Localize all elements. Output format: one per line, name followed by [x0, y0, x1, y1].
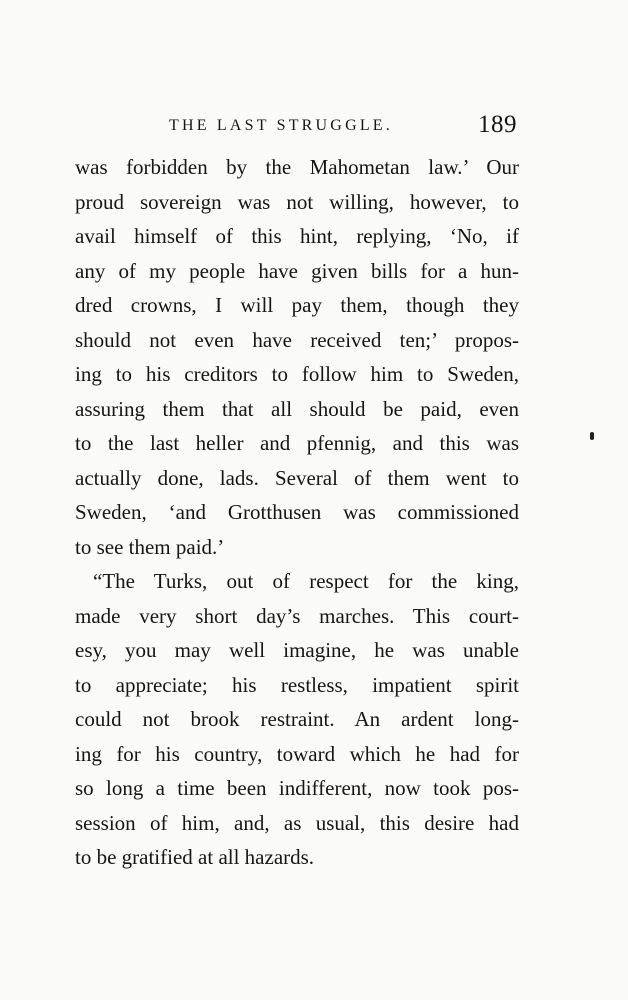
text-line: avail himself of this hint, replying, ‘No, if — [75, 224, 519, 248]
text-line: Sweden, ‘and Grotthusen was commissioned — [75, 500, 519, 524]
text-line: could not brook restraint. An ardent long- — [75, 707, 519, 731]
text-line: should not even have received ten;’ propos- — [75, 327, 519, 352]
text-line: esy, you may well imagine, he was unable — [75, 638, 519, 662]
text-line: session of him, and, as usual, this desire had — [75, 810, 519, 835]
running-title: THE LAST STRUGGLE. — [169, 117, 393, 134]
page-number: 189 — [478, 111, 517, 138]
running-head — [75, 113, 519, 141]
text-line: to see them paid.’ — [75, 534, 225, 559]
ink-speck — [590, 432, 594, 440]
text-line: made very short day’s marches. This court- — [75, 603, 519, 628]
text-line: to be gratified at all hazards. — [75, 845, 315, 869]
text-line: dred crowns, I will pay them, though they — [75, 293, 519, 317]
text-line: was forbidden by the Mahometan law.’ Our — [75, 155, 519, 179]
body-text — [75, 150, 519, 875]
text-line: proud sovereign was not willing, however, to — [75, 189, 519, 214]
text-line: actually done, lads. Several of them went to — [75, 465, 519, 490]
text-line: to the last heller and pfennig, and this was — [75, 431, 519, 455]
text-line: so long a time been indifferent, now took pos- — [75, 776, 519, 800]
text-line: assuring them that all should be paid, even — [75, 396, 519, 421]
text-line: to appreciate; his restless, impatient spirit — [75, 672, 519, 697]
text-line: ing to his creditors to follow him to Sweden, — [75, 362, 519, 386]
text-line: any of my people have given bills for a hun- — [75, 258, 519, 283]
text-line: “The Turks, out of respect for the king, — [93, 569, 519, 593]
text-line: ing for his country, toward which he had for — [75, 741, 519, 766]
